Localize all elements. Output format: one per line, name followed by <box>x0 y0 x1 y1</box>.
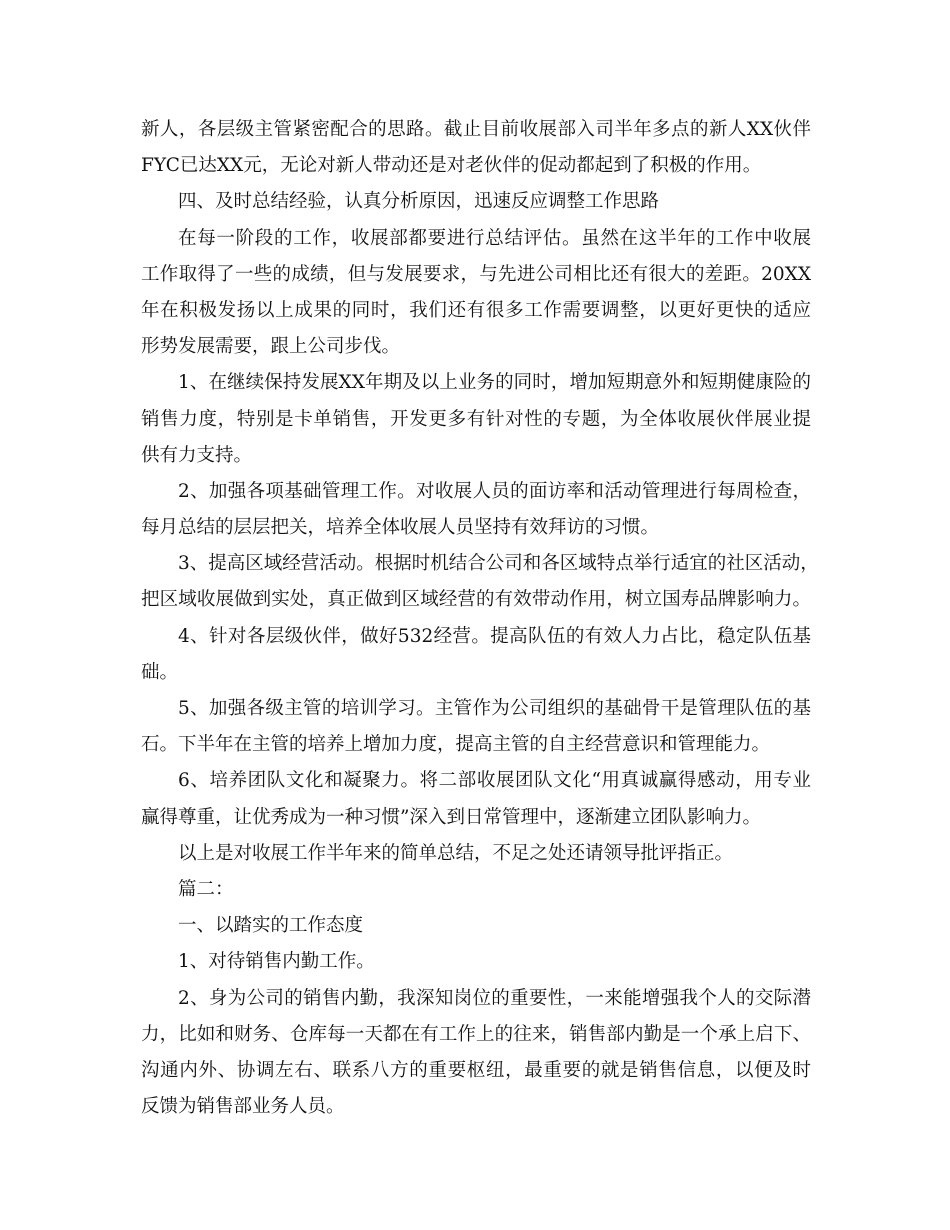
list-item-line: 2、加强各项基础管理工作。对收展人员的面访率和活动管理进行每周检查， <box>178 480 811 502</box>
list-item-line: 6、培养团队文化和凝聚力。将二部收展团队文化“用真诚赢得感动，用专业 <box>178 770 811 792</box>
text-line: 每月总结的层层把关，培养全体收展人员坚持有效拜访的习惯。 <box>141 517 660 539</box>
text-line: 础。 <box>141 661 179 683</box>
text-line: 销售力度，特别是卡单销售，开发更多有针对性的专题，为全体收展伙伴展业提 <box>141 408 811 430</box>
list-item-line: 3、提高区域经营活动。根据时机结合公司和各区域特点举行适宜的社区活动， <box>178 553 819 575</box>
text-line: 工作取得了一些的成绩，但与发展要求，与先进公司相比还有很大的差距。20XX <box>141 263 811 285</box>
text-line: 石。下半年在主管的培养上增加力度，提高主管的自主经营意识和管理能力。 <box>141 734 771 756</box>
text-line: 沟通内外、协调左右、联系八方的重要枢纽，最重要的就是销售信息，以便及时 <box>141 1059 811 1081</box>
text-line: FYC已达XX元，无论对新人带动还是对老伙伴的促动都起到了积极的作用。 <box>141 155 762 177</box>
text-line: 形势发展需要，跟上公司步伐。 <box>141 336 401 358</box>
text-line: 赢得尊重，让优秀成为一种习惯”深入到日常管理中，逐渐建立团队影响力。 <box>141 806 761 828</box>
section-heading: 一、以踏实的工作态度 <box>178 915 364 937</box>
list-item-line: 1、对待销售内勤工作。 <box>178 951 375 973</box>
text-line: 反馈为销售部业务人员。 <box>141 1096 345 1118</box>
list-item-line: 5、加强各级主管的培训学习。主管作为公司组织的基础骨干是管理队伍的基 <box>178 698 811 719</box>
text-line: 年在积极发扬以上成果的同时，我们还有很多工作需要调整，以更好更快的适应 <box>141 299 811 321</box>
section-heading: 四、及时总结经验，认真分析原因，迅速反应调整工作思路 <box>178 191 660 213</box>
section-heading: 篇二： <box>178 878 234 900</box>
list-item-line: 4、针对各层级伙伴，做好532经营。提高队伍的有效人力占比，稳定队伍基 <box>178 625 811 647</box>
text-line: 新人，各层级主管紧密配合的思路。截止目前收展部入司半年多点的新人XX伙伴 <box>141 119 811 140</box>
text-line: 供有力支持。 <box>141 444 253 466</box>
text-line: 把区域收展做到实处，真正做到区域经营的有效带动作用，树立国寿品牌影响力。 <box>141 589 811 611</box>
text-line: 力，比如和财务、仓库每一天都在有工作上的往来，销售部内勤是一个承上启下、 <box>141 1023 811 1045</box>
text-line: 以上是对收展工作半年来的简单总结，不足之处还请领导批评指正。 <box>178 842 734 864</box>
list-item-line: 2、身为公司的销售内勤，我深知岗位的重要性，一来能增强我个人的交际潜 <box>178 987 811 1009</box>
document-body <box>141 112 819 1125</box>
list-item-line: 1、在继续保持发展XX年期及以上业务的同时，增加短期意外和短期健康险的 <box>178 372 811 394</box>
text-line: 在每一阶段的工作，收展部都要进行总结评估。虽然在这半年的工作中收展 <box>178 227 811 249</box>
